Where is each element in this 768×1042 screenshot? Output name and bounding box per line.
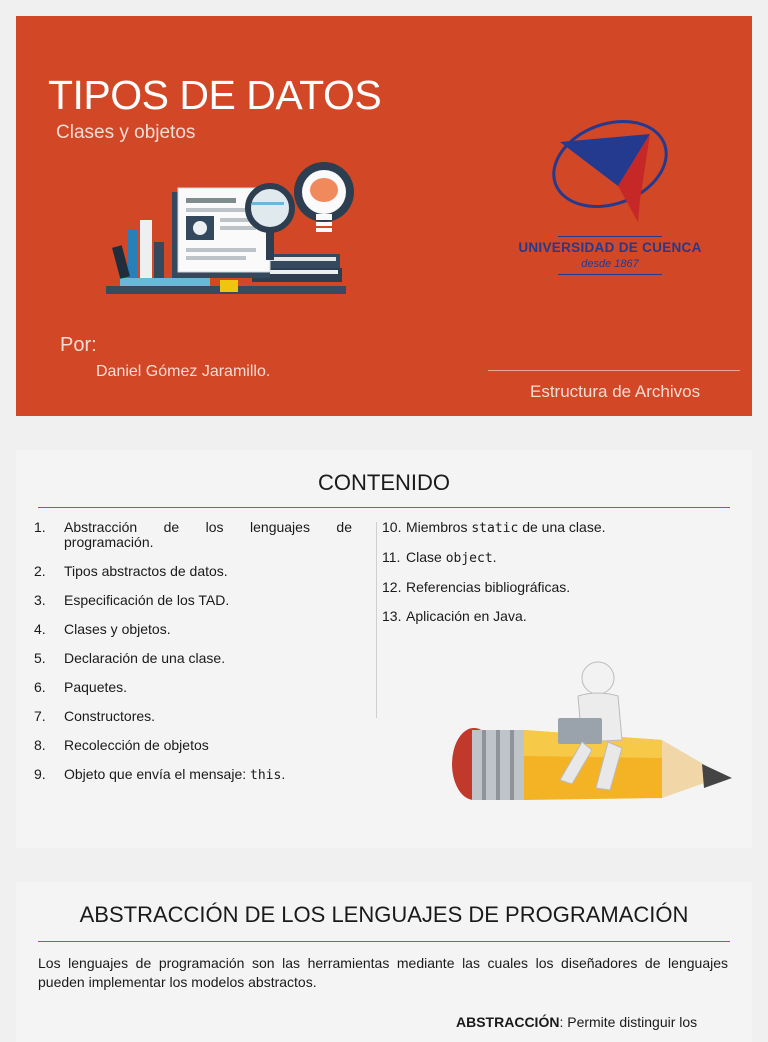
3d-figure-on-pencil-illustration xyxy=(432,660,738,838)
list-item: 13. Aplicación en Java. xyxy=(382,608,527,624)
logo-rule-top xyxy=(558,236,662,237)
abstraction-heading: ABSTRACCIÓN DE LOS LENGUAJES DE PROGRAMACIÓN xyxy=(79,902,689,927)
books-research-illustration xyxy=(102,158,362,318)
logo-rule-bottom xyxy=(558,274,662,275)
code-keyword: object xyxy=(445,551,493,566)
list-item: 6. Paquetes. xyxy=(34,679,128,695)
list-item: 9. Objeto que envía el mensaje: this. xyxy=(34,766,286,783)
list-item: 2. Tipos abstractos de datos. xyxy=(34,563,228,579)
university-since: desde 1867 xyxy=(581,258,639,270)
list-item: 10. Miembros static de una clase. xyxy=(382,519,606,536)
course-name: Estructura de Archivos xyxy=(530,382,701,401)
author-name: Daniel Gómez Jaramillo. xyxy=(96,363,271,380)
contents-slide xyxy=(16,450,752,848)
code-keyword: static xyxy=(471,521,519,536)
abstraction-definition: ABSTRACCIÓN: Permite distinguir los xyxy=(456,1014,698,1030)
divider xyxy=(488,370,740,371)
university-logo xyxy=(488,104,732,300)
contents-heading: CONTENIDO xyxy=(318,470,450,495)
slide-title: TIPOS DE DATOS xyxy=(48,72,382,118)
magnifier-icon xyxy=(248,186,292,230)
list-item: 7. Constructores. xyxy=(34,708,156,724)
contents-list-right xyxy=(382,520,722,638)
university-name: UNIVERSIDAD DE CUENCA xyxy=(518,240,702,255)
heading-rule xyxy=(38,941,730,942)
list-item: 8. Recolección de objetos xyxy=(34,737,209,753)
heading-rule xyxy=(38,507,730,508)
university-emblem-icon xyxy=(488,104,732,234)
title-slide xyxy=(16,16,752,416)
list-item: 11. Clase object. xyxy=(382,549,497,566)
abstraction-slide xyxy=(16,882,752,1042)
contents-list-left xyxy=(34,520,352,797)
list-item: 1. Abstracción de los lenguajes de programación. xyxy=(34,519,352,550)
list-item: 5. Declaración de una clase. xyxy=(34,650,226,666)
list-item: 3. Especificación de los TAD. xyxy=(34,592,230,608)
by-label: Por: xyxy=(60,334,97,356)
list-item: 4. Clases y objetos. xyxy=(34,621,171,637)
abstraction-paragraph: Los lenguajes de programación son las herramientas mediante las cuales los diseñadores de lenguajes pueden implementar los modelos abstractos. xyxy=(38,955,728,990)
code-keyword: this xyxy=(250,768,282,783)
list-item: 12. Referencias bibliográficas. xyxy=(382,579,571,595)
slide-subtitle: Clases y objetos xyxy=(56,122,196,143)
column-divider xyxy=(376,522,377,718)
